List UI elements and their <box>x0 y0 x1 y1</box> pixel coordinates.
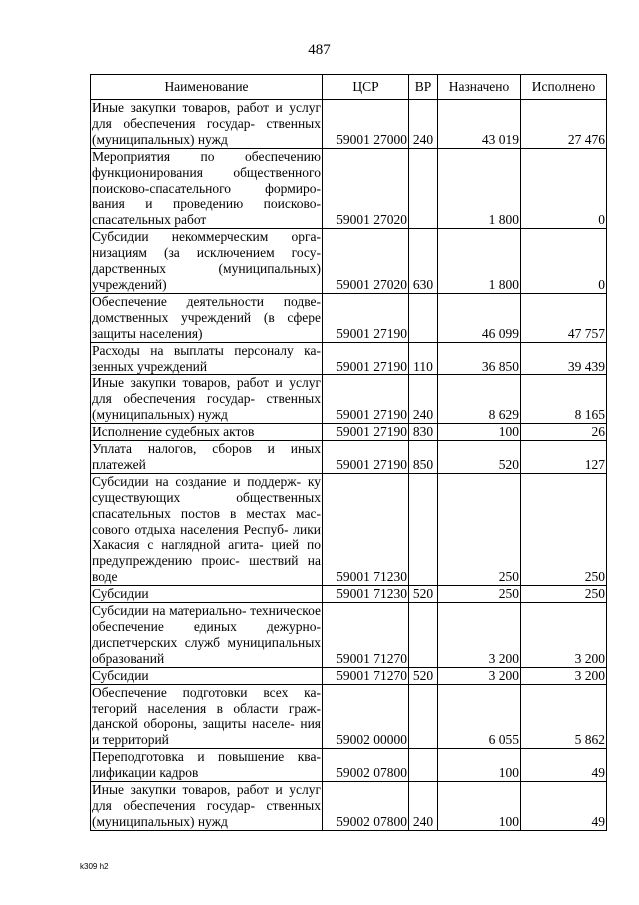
header-name: Наименование <box>91 75 323 100</box>
row-assigned: 100 <box>438 749 521 782</box>
row-csr: 59002 07800 <box>323 782 409 831</box>
row-name-line: цией по предупреждению проис- <box>92 537 321 569</box>
row-name <box>91 424 323 441</box>
row-name-line: Обеспечение подготовки всех ка- <box>92 684 321 700</box>
row-executed: 47 757 <box>521 293 607 342</box>
row-csr: 59001 27190 <box>323 424 409 441</box>
table-row <box>91 441 607 474</box>
table-row <box>91 749 607 782</box>
row-executed: 39 439 <box>521 342 607 375</box>
row-name-line: учреждений) <box>92 276 167 292</box>
row-csr: 59001 71230 <box>323 586 409 603</box>
row-vr: 240 <box>409 782 438 831</box>
row-vr: 240 <box>409 100 438 149</box>
table-row <box>91 293 607 342</box>
row-name <box>91 148 323 229</box>
row-vr: 240 <box>409 375 438 424</box>
row-name-line: домственных учреждений (в сфере <box>92 309 321 325</box>
footer-code: k309 h2 <box>80 862 109 871</box>
row-name-line: зенных учреждений <box>92 358 208 374</box>
row-name-line: Расходы на выплаты персоналу ка- <box>92 342 321 358</box>
row-csr: 59001 27020 <box>323 148 409 229</box>
row-name-line: Субсидии <box>92 586 149 602</box>
row-vr: 110 <box>409 342 438 375</box>
row-name-line: услуг для обеспечения государ- <box>92 375 322 407</box>
row-vr: 520 <box>409 586 438 603</box>
row-name-line: Субсидии на материально- <box>92 603 247 619</box>
row-executed: 3 200 <box>521 667 607 684</box>
table-row <box>91 473 607 585</box>
table-row <box>91 424 607 441</box>
row-name-line: ку существующих общественных <box>92 473 322 505</box>
row-name-line: сового отдыха населения Респуб- <box>92 521 289 537</box>
row-name <box>91 586 323 603</box>
row-name-line: Иные закупки товаров, работ и <box>92 375 283 391</box>
row-assigned: 36 850 <box>438 342 521 375</box>
row-assigned: 520 <box>438 441 521 474</box>
row-name-line: низациям (за исключением госу- <box>92 245 321 261</box>
row-name-line: шествий на воде <box>92 553 321 585</box>
row-name-line: Субсидии некоммерческим орга- <box>92 229 321 245</box>
row-assigned: 250 <box>438 586 521 603</box>
page-number: 487 <box>308 42 331 58</box>
row-csr: 59001 27190 <box>323 441 409 474</box>
row-name-line: Иные закупки товаров, работ и <box>92 782 283 798</box>
row-name <box>91 603 323 668</box>
row-name-line: лификации кадров <box>92 765 199 781</box>
row-name-line: спасательных работ <box>92 212 207 228</box>
row-csr: 59002 07800 <box>323 749 409 782</box>
row-name-line: Мероприятия по обеспечению <box>92 148 321 164</box>
row-name <box>91 782 323 831</box>
table-body <box>91 100 607 831</box>
row-name-line: Исполнение судебных актов <box>92 424 255 440</box>
row-name <box>91 441 323 474</box>
row-name-line: ния и территорий <box>92 716 322 748</box>
header-vr: ВР <box>409 75 438 100</box>
row-executed: 8 165 <box>521 375 607 424</box>
row-name <box>91 100 323 149</box>
row-name-line: спасательных постов в местах мас- <box>92 505 321 521</box>
row-name-line: данской обороны, защиты населе- <box>92 716 295 732</box>
row-assigned: 6 055 <box>438 684 521 749</box>
row-name-line: услуг для обеспечения государ- <box>92 782 322 813</box>
header-executed: Исполнено <box>521 75 607 100</box>
row-name-line: услуг для обеспечения государ- <box>92 100 322 131</box>
row-name-line: дарственных (муниципальных) <box>92 261 321 277</box>
row-assigned: 1 800 <box>438 229 521 294</box>
row-vr <box>409 293 438 342</box>
row-name <box>91 375 323 424</box>
row-csr: 59001 71270 <box>323 667 409 684</box>
row-csr: 59001 27190 <box>323 342 409 375</box>
row-name-line: вания и проведению поисково- <box>92 196 321 212</box>
table-row <box>91 667 607 684</box>
table-row <box>91 375 607 424</box>
row-executed: 250 <box>521 586 607 603</box>
row-csr: 59001 27190 <box>323 293 409 342</box>
row-name-line: муниципальных образований <box>92 634 322 666</box>
row-name-line: Уплата налогов, сборов и иных <box>92 441 321 457</box>
row-vr <box>409 603 438 668</box>
row-assigned: 1 800 <box>438 148 521 229</box>
header-csr: ЦСР <box>323 75 409 100</box>
row-csr: 59001 71270 <box>323 603 409 668</box>
row-assigned: 100 <box>438 424 521 441</box>
row-assigned: 46 099 <box>438 293 521 342</box>
row-executed: 49 <box>521 749 607 782</box>
row-executed: 26 <box>521 424 607 441</box>
row-name-line: дежурно-диспетчерских служб <box>92 619 321 650</box>
row-name <box>91 749 323 782</box>
row-executed: 127 <box>521 441 607 474</box>
row-csr: 59002 00000 <box>323 684 409 749</box>
row-assigned: 250 <box>438 473 521 585</box>
row-name <box>91 342 323 375</box>
table-row <box>91 100 607 149</box>
row-name-line: Обеспечение деятельности подве- <box>92 293 321 309</box>
row-name-line: Иные закупки товаров, работ и <box>92 100 283 115</box>
row-name <box>91 667 323 684</box>
row-executed: 0 <box>521 229 607 294</box>
row-name-line: платежей <box>92 456 146 472</box>
row-assigned: 3 200 <box>438 667 521 684</box>
row-name-line: Субсидии на создание и поддерж- <box>92 473 302 489</box>
row-vr: 630 <box>409 229 438 294</box>
row-executed: 5 862 <box>521 684 607 749</box>
row-name <box>91 293 323 342</box>
row-vr <box>409 148 438 229</box>
row-executed: 0 <box>521 148 607 229</box>
table-row <box>91 148 607 229</box>
table-row <box>91 684 607 749</box>
row-name-line: тегорий населения в области граж- <box>92 700 321 716</box>
row-assigned: 3 200 <box>438 603 521 668</box>
row-vr <box>409 684 438 749</box>
row-name-line: функционирования общественного <box>92 164 321 180</box>
row-name-line: Переподготовка и повышение ква- <box>92 749 321 765</box>
row-assigned: 8 629 <box>438 375 521 424</box>
row-vr <box>409 473 438 585</box>
row-executed: 250 <box>521 473 607 585</box>
table-row <box>91 229 607 294</box>
row-name <box>91 229 323 294</box>
row-csr: 59001 71230 <box>323 473 409 585</box>
row-name-line: ственных (муниципальных) нужд <box>92 391 321 423</box>
row-executed: 3 200 <box>521 603 607 668</box>
row-name-line: Субсидии <box>92 667 149 683</box>
row-name-line: лики Хакасия с наглядной агита- <box>92 521 321 553</box>
row-name <box>91 684 323 749</box>
table-row <box>91 603 607 668</box>
row-vr: 520 <box>409 667 438 684</box>
row-vr: 850 <box>409 441 438 474</box>
row-csr: 59001 27000 <box>323 100 409 149</box>
row-name-line: поисково-спасательного формиро- <box>92 180 321 196</box>
row-executed: 27 476 <box>521 100 607 149</box>
header-assigned: Назначено <box>438 75 521 100</box>
row-name <box>91 473 323 585</box>
row-assigned: 100 <box>438 782 521 831</box>
row-csr: 59001 27020 <box>323 229 409 294</box>
row-name-line: техническое обеспечение единых <box>92 603 322 634</box>
row-name-line: ственных (муниципальных) нужд <box>92 797 321 829</box>
row-csr: 59001 27190 <box>323 375 409 424</box>
row-executed: 49 <box>521 782 607 831</box>
table-row <box>91 782 607 831</box>
row-name-line: защиты населения) <box>92 325 203 341</box>
row-assigned: 43 019 <box>438 100 521 149</box>
table-header-row <box>91 75 607 100</box>
table-row <box>91 586 607 603</box>
row-vr <box>409 749 438 782</box>
row-name-line: ственных (муниципальных) нужд <box>92 115 321 147</box>
budget-table <box>90 74 607 831</box>
row-vr: 830 <box>409 424 438 441</box>
table-row <box>91 342 607 375</box>
